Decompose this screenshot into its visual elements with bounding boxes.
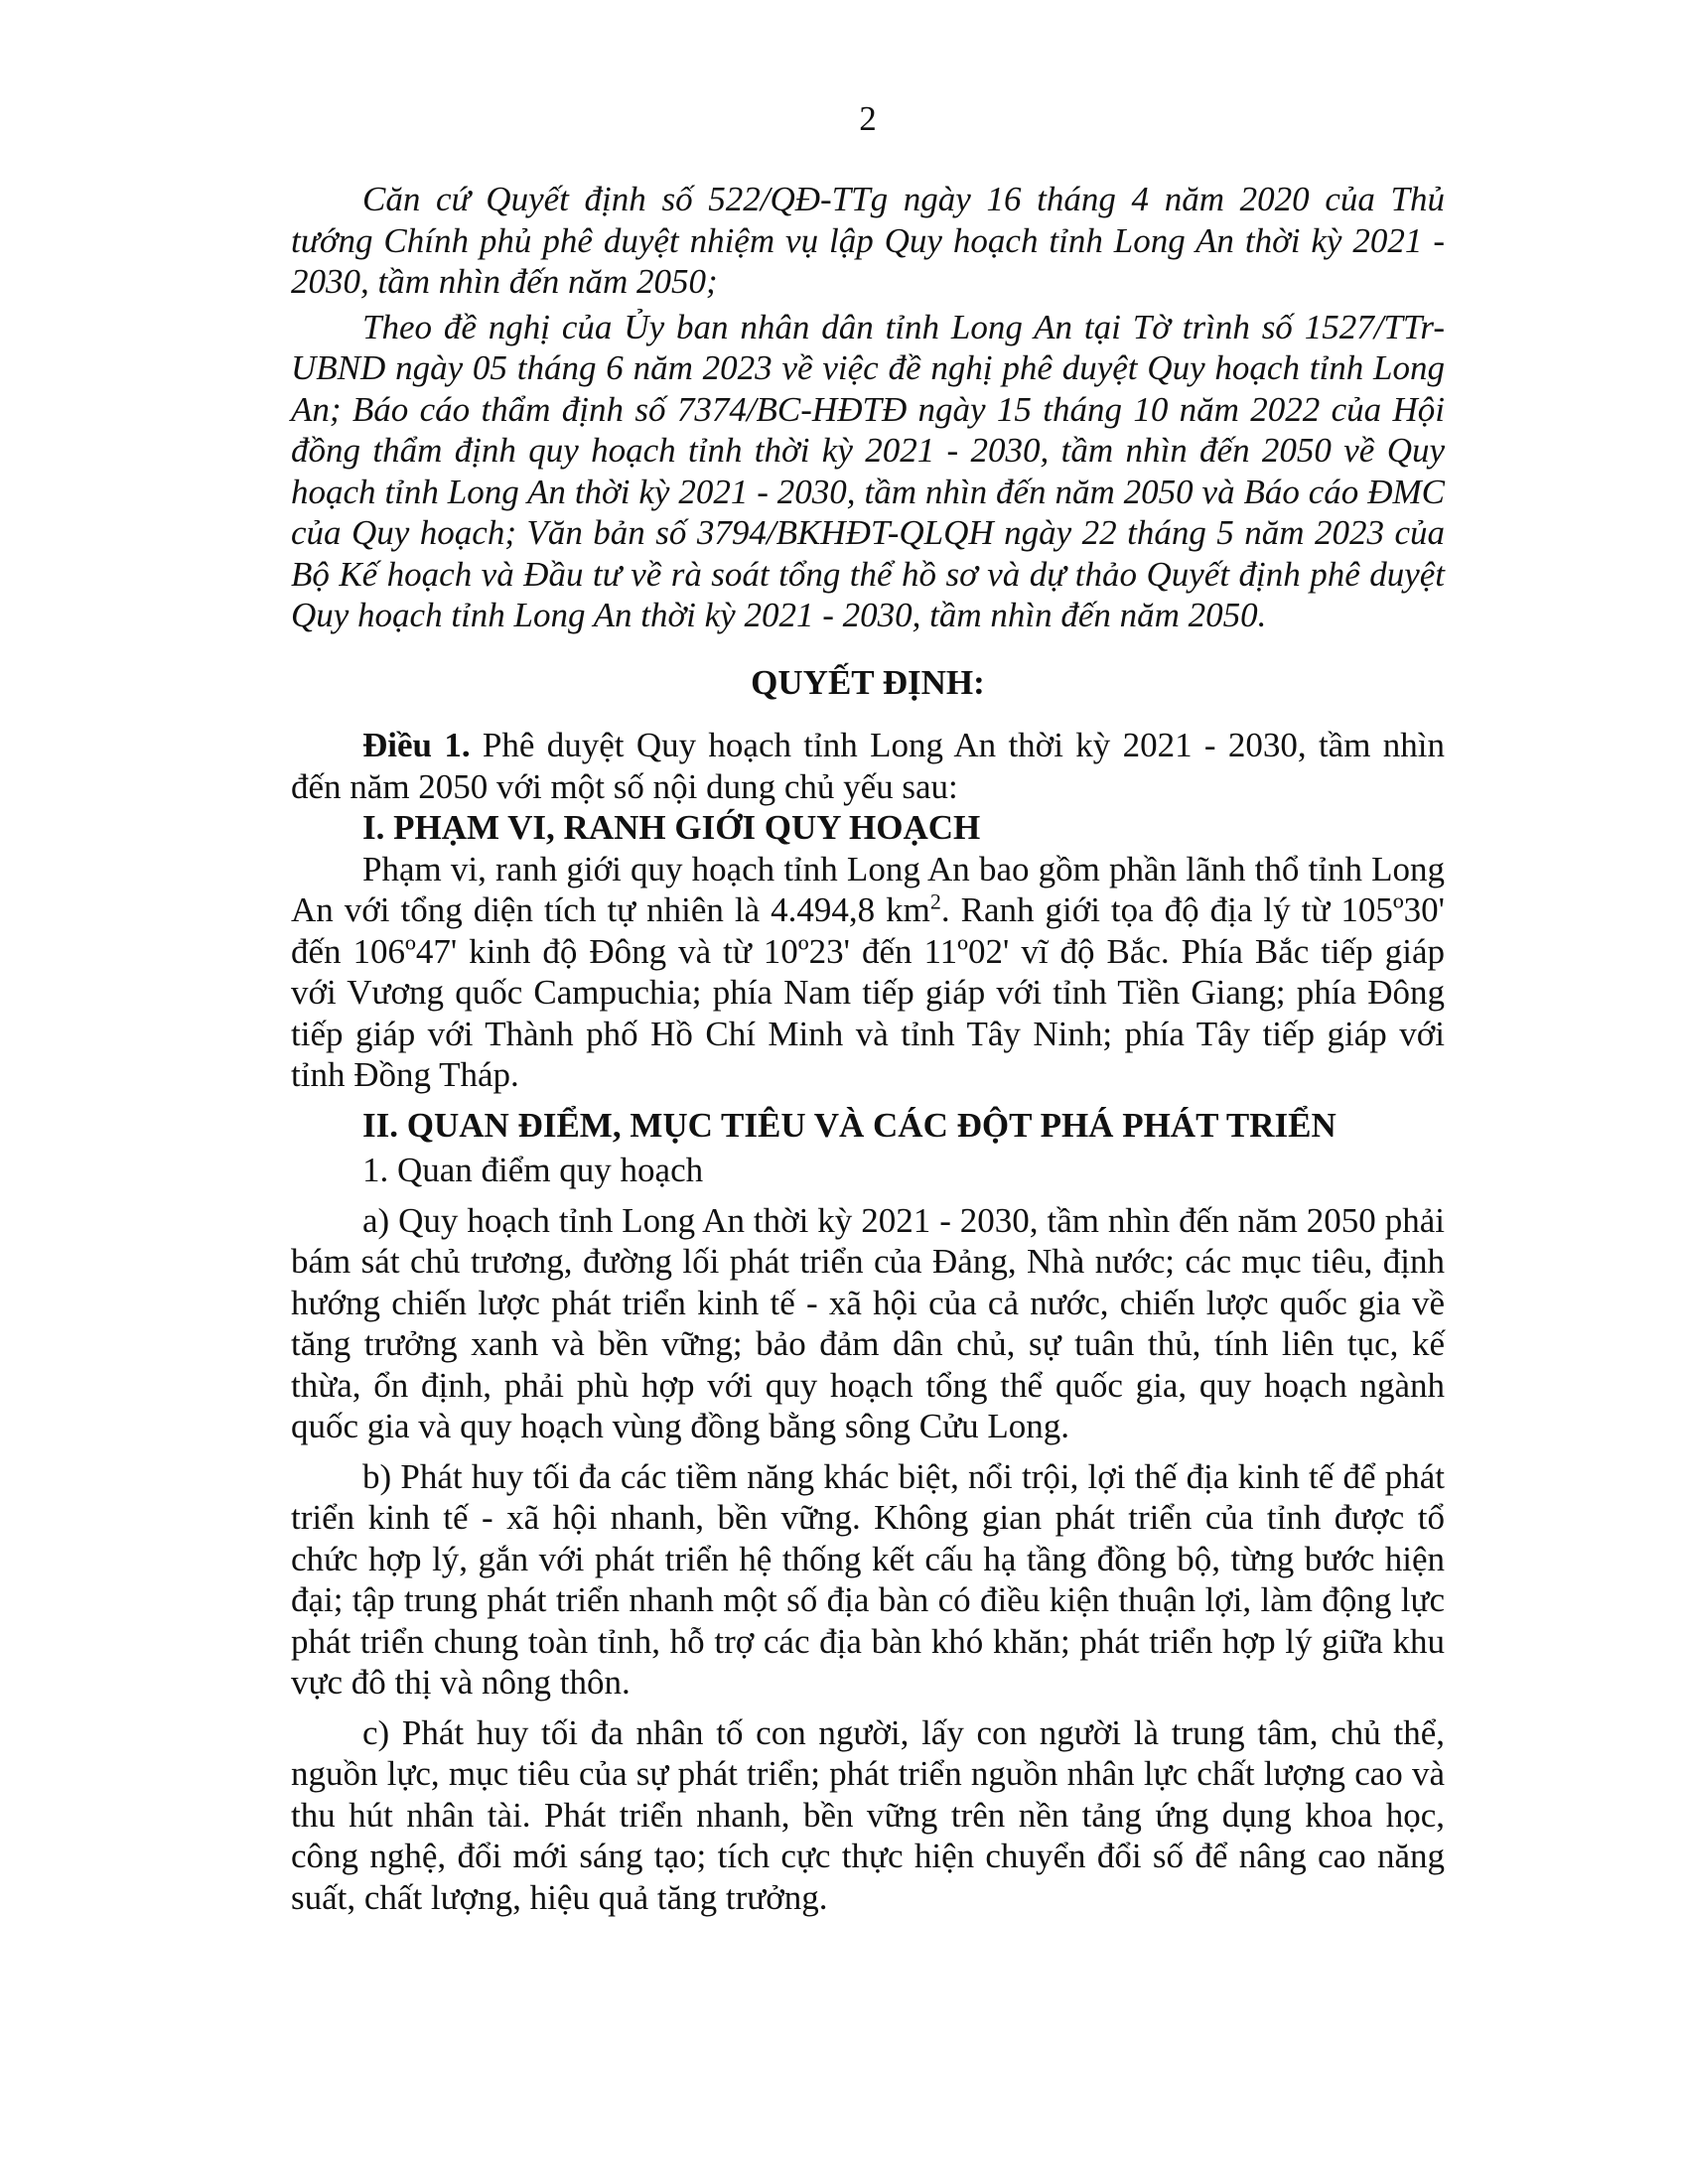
section-2-heading: II. QUAN ĐIỂM, MỤC TIÊU VÀ CÁC ĐỘT PHÁ PHÁT TRIỂN [362,1105,1336,1145]
viewpoint-item-c: c) Phát huy tối đa nhân tố con người, lấy con người là trung tâm, chủ thể, nguồn lực, mục tiêu của sự phát triển; phát triển nguồn nhân lực chất lượng cao và thu hút nhân tài. Phát triển nhanh, bền vững trên nền tảng ứng dụng khoa học, công nghệ, đổi mới sáng tạo; tích cực thực hiện chuyển đổi số để nâng cao năng suất, chất lượng, hiệu quả tăng trưởng. [291,1712,1445,1917]
article-1-text: Phê duyệt Quy hoạch tỉnh Long An thời kỳ 2021 - 2030, tầm nhìn đến năm 2050 với một số nội dung chủ yếu sau: [291,726,1445,806]
area-unit-superscript: 2 [929,888,941,914]
viewpoint-item-a: a) Quy hoạch tỉnh Long An thời kỳ 2021 - 2030, tầm nhìn đến năm 2050 phải bám sát chủ trương, đường lối phát triển của Đảng, Nhà nước; các mục tiêu, định hướng chiến lược phát triển kinh tế - xã hội của cả nước, chiến lược quốc gia về tăng trưởng xanh và bền vững; bảo đảm dân chủ, sự tuân thủ, tính liên tục, kế thừa, ổn định, phải phù hợp với quy hoạch tổng thể quốc gia, quy hoạch ngành quốc gia và quy hoạch vùng đồng bằng sông Cửu Long. [291,1200,1445,1445]
article-1-paragraph [291,725,1445,807]
preamble-paragraph-2: Theo đề nghị của Ủy ban nhân dân tỉnh Long An tại Tờ trình số 1527/TTr-UBND ngày 05 tháng 6 năm 2023 về việc đề nghị phê duyệt Quy hoạch tỉnh Long An; Báo cáo thẩm định số 7374/BC-HĐTĐ ngày 15 tháng 10 năm 2022 của Hội đồng thẩm định quy hoạch tỉnh thời kỳ 2021 - 2030, tầm nhìn đến 2050 về Quy hoạch tỉnh Long An thời kỳ 2021 - 2030, tầm nhìn đến năm 2050 và Báo cáo ĐMC của Quy hoạch; Văn bản số 3794/BKHĐT-QLQH ngày 22 tháng 5 năm 2023 của Bộ Kế hoạch và Đầu tư về rà soát tổng thể hồ sơ và dự thảo Quyết định phê duyệt Quy hoạch tỉnh Long An thời kỳ 2021 - 2030, tầm nhìn đến năm 2050. [291,307,1445,634]
section-1-paragraph [291,849,1445,1096]
preamble-paragraph-1: Căn cứ Quyết định số 522/QĐ-TTg ngày 16 tháng 4 năm 2020 của Thủ tướng Chính phủ phê duyệt nhiệm vụ lập Quy hoạch tỉnh Long An thời kỳ 2021 - 2030, tầm nhìn đến năm 2050; [291,180,1445,301]
page-number: 2 [859,99,877,138]
section-1-text-part1: Phạm vi, ranh giới quy hoạch tỉnh Long An bao gồm phần lãnh thổ tỉnh Long An với tổng diện tích tự nhiên là 4.494,8 km [291,849,1445,929]
document-body [291,179,1445,1918]
viewpoint-item-b: b) Phát huy tối đa các tiềm năng khác biệt, nổi trội, lợi thế địa kinh tế để phát triển kinh tế - xã hội nhanh, bền vững. Không gian phát triển của tỉnh được tổ chức hợp lý, gắn với phát triển hệ thống kết cấu hạ tầng đồng bộ, từng bước hiện đại; tập trung phát triển nhanh một số địa bàn có điều kiện thuận lợi, làm động lực phát triển chung toàn tỉnh, hỗ trợ các địa bàn khó khăn; phát triển hợp lý giữa khu vực đô thị và nông thôn. [291,1456,1445,1702]
section-2-subheading: 1. Quan điểm quy hoạch [362,1151,704,1189]
decision-title: QUYẾT ĐỊNH: [751,662,985,702]
section-1-heading: I. PHẠM VI, RANH GIỚI QUY HOẠCH [362,808,981,847]
section-1-text-part2: . Ranh giới tọa độ địa lý từ 105º30' đến 106º47' kinh độ Đông và từ 10º23' đến 11º02' vĩ độ Bắc. Phía Bắc tiếp giáp với Vương quốc Campuchia; phía Nam tiếp giáp với tỉnh Tiền Giang; phía Đông tiếp giáp với Thành phố Hồ Chí Minh và tỉnh Tây Ninh; phía Tây tiếp giáp với tỉnh Đồng Tháp. [291,890,1445,1094]
article-1-label: Điều 1. [362,726,471,764]
